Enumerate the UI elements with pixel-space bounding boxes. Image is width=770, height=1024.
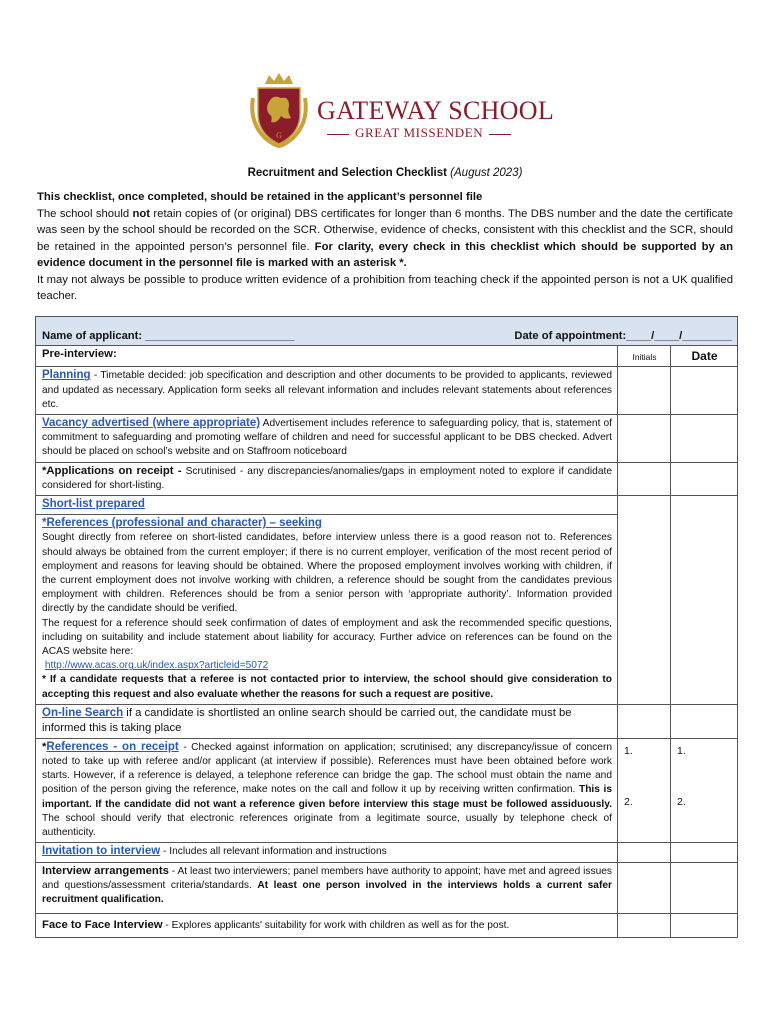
references-seeking-link[interactable]: *References (professional and character) – seeking (42, 517, 322, 530)
crest-letter: G (276, 131, 282, 140)
date-cell[interactable] (671, 704, 738, 738)
document-title-text: Recruitment and Selection Checklist (247, 167, 447, 179)
document-title-date: (August 2023) (450, 167, 523, 179)
appointment-date-field[interactable]: Date of appointment:____/____/________ (514, 330, 733, 342)
initials-cell[interactable] (618, 496, 671, 705)
pre-interview-heading: Pre-interview: (36, 346, 618, 367)
school-location-text: GREAT MISSENDEN (355, 125, 484, 140)
date-cell[interactable] (671, 415, 738, 463)
shortlist-link[interactable]: Short-list prepared (42, 498, 145, 511)
invitation-link[interactable]: Invitation to interview (42, 845, 161, 858)
date-cell[interactable] (671, 862, 738, 914)
references-seeking-item: *References (professional and character) – seeking Sought directly from referee on short-listed candidates, before interview unless there is a good reason not to. References should always be obtained from the current employer; if there is no current employer, verification of the most recent period of employment and reasons for leaving should be obtained. Where the proposed employment involves working with children, if the current employment does not involve working with children, a reference should be sought from the candidates previous employment with children. References should be from a senior person with ‘appropriate authority’. Information provided directly by the candidate should be verified. The request for a reference should seek confirmation of dates of employment and ask the recommended specific questions, including on suitability and include statement about liability for accuracy. Further advice on references can be found on the ACAS website here: http://www.acas.org.uk/index.aspx?articleid=5072 * If a candidate requests that a referee is not contacted prior to interview, the school should give consideration to accepting this request and also evaluate whether the reasons for such a request are positive. (36, 515, 618, 705)
initials-cell[interactable] (618, 367, 671, 415)
table-row (36, 462, 738, 495)
table-row (36, 704, 738, 738)
initials-cell[interactable] (618, 914, 671, 938)
initials-cell[interactable] (618, 704, 671, 738)
table-row (36, 738, 738, 842)
vacancy-item: Vacancy advertised (where appropriate) Advertisement includes reference to safeguarding policy, that is, statement of commitment to safeguarding and promoting welfare of children and need for successful applicant to be DBS checked. Advert should be placed on school’s website and on Staffroom noticeboard (36, 415, 618, 463)
date-cell[interactable] (671, 367, 738, 415)
applicant-name-field[interactable]: Name of applicant: ________________________ (42, 330, 295, 342)
table-row (36, 914, 738, 938)
initials-cell[interactable] (618, 843, 671, 862)
intro-dbs-paragraph: The school should not retain copies of (or original) DBS certificates for longer than 6 months. The DBS number and the date the certificate was seen by the school should be recorded on the SCR. Otherwise, evidence of checks, consistent with this checklist and the SCR, should be retained in the appointed person’s personnel file. For clarity, every check in this checklist which should be supported by an evidence document in the personnel file is marked with an asterisk *. (37, 207, 733, 269)
initials-cell[interactable]: 1. 2. (618, 738, 671, 842)
document-title (0, 167, 770, 179)
table-row (36, 415, 738, 463)
online-search-item: On-line Search if a candidate is shortlisted an online search should be carried out, the candidate must be informed this is taking place (36, 704, 618, 738)
table-row (36, 496, 738, 515)
school-logo (245, 72, 555, 154)
online-search-link[interactable]: On-line Search (42, 706, 124, 719)
planning-item: Planning - Timetable decided: job specification and description and other documents to be provided to applicants, reviewed and updated as necessary. Application form seeks all relevant information and includes relevant statements about references etc. (36, 367, 618, 415)
table-row (36, 843, 738, 862)
applicant-row (36, 317, 738, 346)
applications-item: *Applications on receipt - Scrutinised - any discrepancies/anomalies/gaps in employment noted to explore if candidate considered for short-listing. (36, 462, 618, 495)
interview-arrangements-item: Interview arrangements - At least two interviewers; panel members have authority to appoint; have met and agreed issues and questions/assessment criteria/standards. At least one person involved in the interviews holds a current safer recruitment qualification. (36, 862, 618, 914)
divider (489, 134, 511, 135)
references-receipt-item: *References - on receipt - Checked against information on application; scrutinised; any discrepancy/issue of concern noted to take up with referee and/or applicant (at interview if possible). References must have been obtained before work starts. However, if a reference is delayed, a telephone reference can bridge the gap. The school must obtain the name and position of the person giving the reference, make notes on the call and follow it up by receiving written confirmation. This is important. If the candidate did not want a reference given before interview this stage must be followed assiduously. The school should verify that electronic references originate from a legitimate source, usually by telephone check of authenticity. (36, 738, 618, 842)
date-cell[interactable] (671, 843, 738, 862)
references-receipt-link[interactable]: References - on receipt (46, 740, 179, 753)
table-row (36, 862, 738, 914)
initials-column-header: Initials (618, 346, 671, 367)
checklist-table (35, 316, 738, 938)
shortlist-item (36, 496, 618, 515)
initials-cell[interactable] (618, 862, 671, 914)
date-cell[interactable] (671, 462, 738, 495)
date-cell[interactable] (671, 496, 738, 705)
intro-prohibition-note: It may not always be possible to produce written evidence of a prohibition from teaching check if the appointed person is not a UK qualified teacher. (37, 273, 733, 302)
planning-link[interactable]: Planning (42, 369, 91, 382)
school-location (321, 125, 517, 141)
face-to-face-item: Face to Face Interview - Explores applicants' suitability for work with children as well as for the post. (36, 914, 618, 938)
crest-icon (245, 72, 313, 154)
initials-cell[interactable] (618, 462, 671, 495)
table-row (36, 367, 738, 415)
date-cell[interactable] (671, 914, 738, 938)
date-column-header: Date (671, 346, 738, 367)
divider (327, 134, 349, 135)
intro-text (37, 189, 733, 305)
vacancy-link[interactable]: Vacancy advertised (where appropriate) (42, 417, 261, 430)
intro-retention-note: This checklist, once completed, should be retained in the applicant’s personnel file (37, 191, 483, 203)
school-name: GATEWAY SCHOOL (317, 96, 555, 125)
invitation-item: Invitation to interview - Includes all relevant information and instructions (36, 843, 618, 862)
date-cell[interactable]: 1. 2. (671, 738, 738, 842)
acas-link[interactable]: http://www.acas.org.uk/index.aspx?articleid=5072 (44, 660, 269, 672)
table-header-row (36, 346, 738, 367)
initials-cell[interactable] (618, 415, 671, 463)
